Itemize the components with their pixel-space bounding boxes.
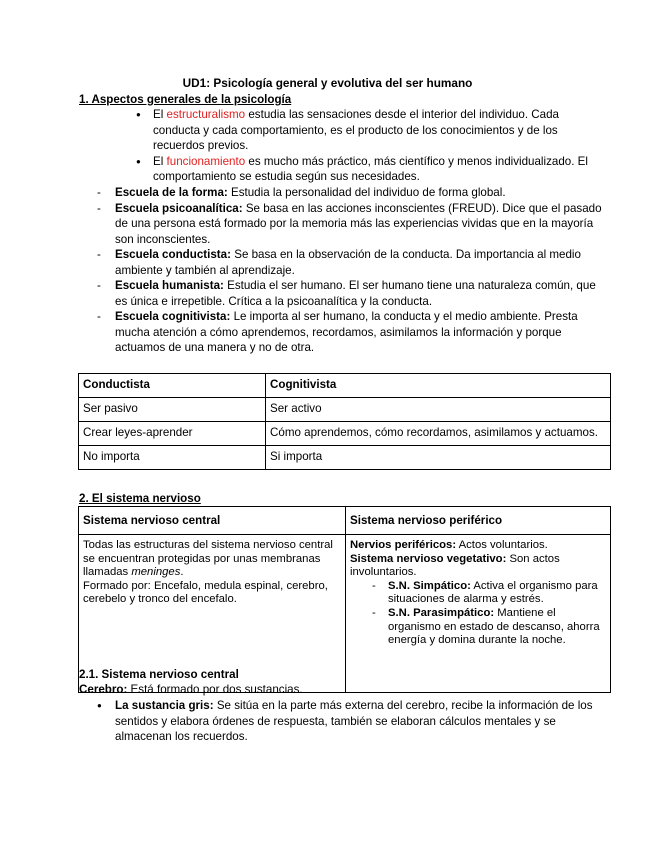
table-cell: Si importa (266, 446, 611, 470)
table-cell: Ser pasivo (79, 398, 266, 422)
table-row (79, 446, 611, 470)
table-row (79, 422, 611, 446)
table-header-cell: Sistema nervioso periférico (346, 507, 611, 535)
table-header-row (79, 507, 611, 535)
table-cell: Cómo aprendemos, cómo recordamos, asimilamos y actuamos. (266, 422, 611, 446)
central-paragraph: Todas las estructuras del sistema nervioso central se encuentran protegidas por unas membranas llamadas meninges. (83, 539, 333, 579)
section-1-heading: 1. Aspectos generales de la psicología (79, 93, 292, 106)
list-item: - Escuela humanista: Estudia el ser humano. El ser humano tiene una naturaleza común, que es única e irrepetible. Crítica a la psicoanalítica y la conducta. (97, 278, 611, 309)
table-header-cell: Cognitivista (266, 374, 611, 398)
list-item: - Escuela cognitivista: Le importa al ser humano, la conducta y el medio ambiente. Presta mucha atención a cómo aprendemos, recordamos, asimilamos la información y porque actuamos de una manera y no de otra. (97, 309, 611, 356)
list-item: - Escuela de la forma: Estudia la personalidad del individuo de forma global. (97, 185, 611, 201)
table-header-cell: Conductista (79, 374, 266, 398)
list-item: ● La sustancia gris: Se sitúa en la parte más externa del cerebro, recibe la información de los sentidos y elabora órdenes de respuesta, también se elaboran cálculos mentales y se almacenan los recuerdos. (97, 698, 611, 745)
vegetative-system: Sistema nervioso vegetativo: Son actos involuntarios. (350, 552, 560, 579)
vegetative-sublist (372, 580, 606, 648)
list-item: - Escuela conductista: Se basa en la observación de la conducta. Da importancia al medio ambiente y también al aprendizaje. (97, 247, 611, 278)
section-2-heading: 2. El sistema nervioso (79, 492, 201, 505)
section-2-1-heading: 2.1. Sistema nervioso central (79, 668, 239, 681)
peripheral-cell (346, 535, 611, 693)
meninges-term: meninges (131, 566, 181, 579)
table-cell: Crear leyes-aprender (79, 422, 266, 446)
list-item: ● El estructuralismo estudia las sensaciones desde el interior del individuo. Cada conducta y cada comportamiento, es el producto de los conocimientos y de los recuerdos previos. (136, 107, 608, 154)
list-item: ● El funcionamiento es mucho más práctico, más científico y menos individualizado. El comportamiento se estudia según sus necesidades. (136, 154, 608, 185)
comparison-table (78, 373, 611, 470)
nervous-system-table (78, 506, 611, 693)
highlight-term: funcionamiento (166, 154, 246, 168)
schools-list (97, 185, 611, 356)
table-header-row (79, 374, 611, 398)
list-item: - Escuela psicoanalítica: Se basa en las acciones inconscientes (FREUD). Dice que el pasado de una persona está formado por la memoria más las experiencias vividas que en la mayoría son inconscientes. (97, 201, 611, 248)
table-row (79, 398, 611, 422)
psychology-bullets (136, 107, 608, 185)
table-cell: Ser activo (266, 398, 611, 422)
central-composition: Formado por: Encefalo, medula espinal, cerebro, cerebelo y tronco del encefalo. (83, 579, 328, 606)
gray-matter-list (97, 698, 611, 745)
highlight-term: estructuralismo (166, 108, 246, 121)
peripheral-nerves: Nervios periféricos: Actos voluntarios. (350, 539, 548, 551)
document-title: UD1: Psicología general y evolutiva del ser humano (182, 76, 473, 90)
cerebro-line: Cerebro: Está formado por dos sustancias. (79, 683, 303, 696)
table-header-cell: Sistema nervioso central (79, 507, 346, 535)
table-cell: No importa (79, 446, 266, 470)
list-item: - S.N. Parasimpático: Mantiene el organismo en estado de descanso, ahorra energía y domina durante la noche. (372, 607, 606, 648)
list-item: - S.N. Simpático: Activa el organismo para situaciones de alarma y estrés. (372, 580, 606, 607)
